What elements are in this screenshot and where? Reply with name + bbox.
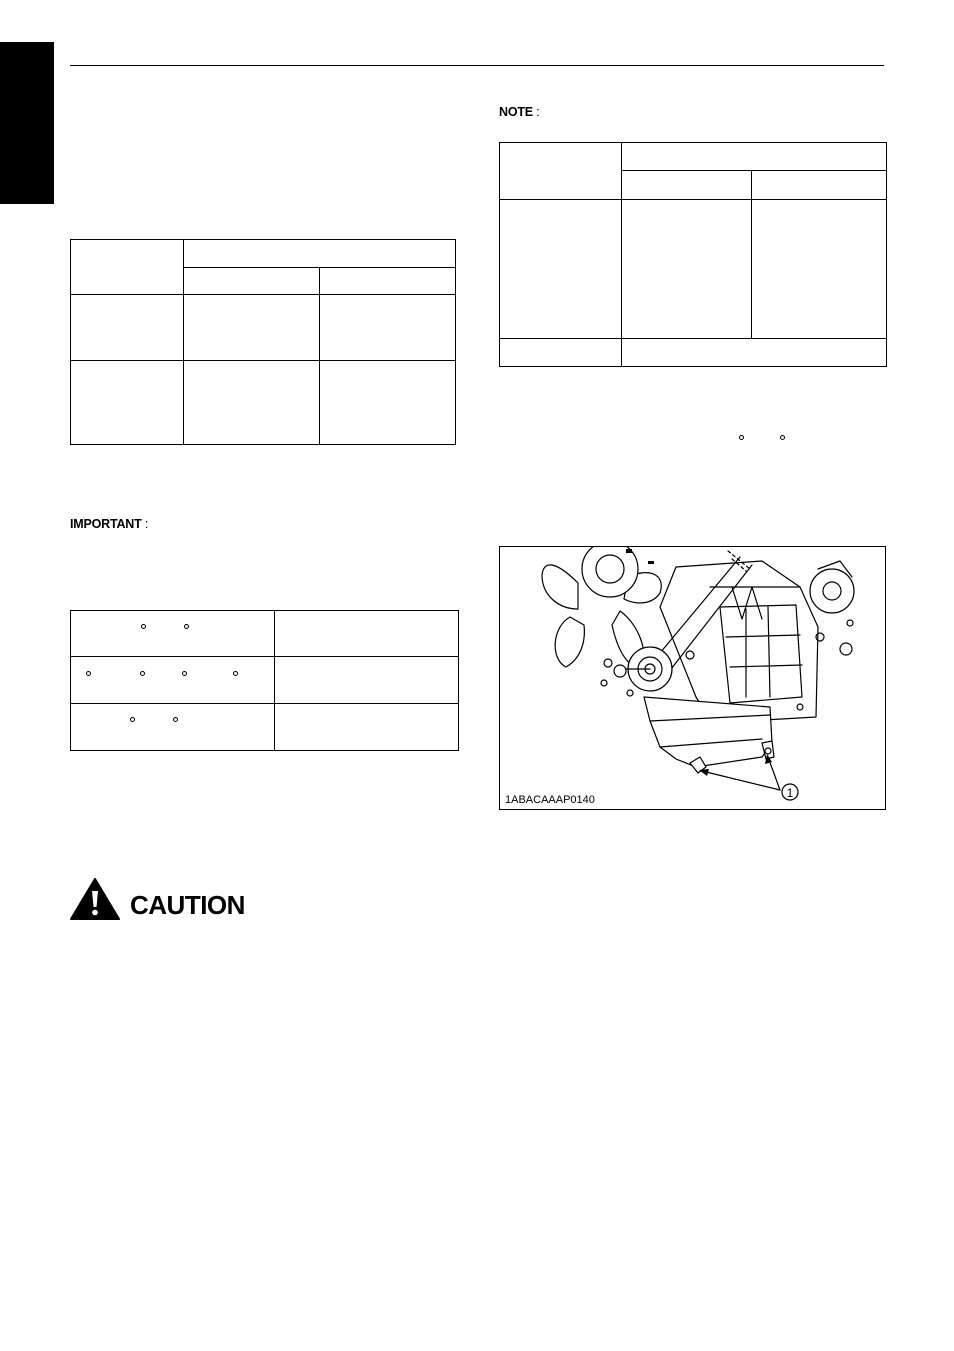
note-label: NOTE : [499,105,540,119]
warning-triangle-icon [70,878,120,920]
degree-sign-icon [739,435,744,440]
caution-word: CAUTION [130,890,245,920]
engine-oil-drain-figure [499,546,886,810]
degree-sign-icon [141,624,146,629]
degree-sign-icon [140,671,145,676]
engine-illustration [500,547,885,809]
degree-sign-icon [173,717,178,722]
degree-sign-icon [182,671,187,676]
degree-sign-icon [130,717,135,722]
figure-code: 1ABACAAAP0140 [505,794,595,806]
degree-sign-icon [780,435,785,440]
important-label: IMPORTANT : [70,517,149,531]
temperature-table [70,610,459,752]
figure-callout-number: 1 [786,786,794,800]
header-rule [70,65,884,66]
degree-sign-icon [233,671,238,676]
degree-sign-icon [184,624,189,629]
spec-table-right [499,142,887,368]
spec-table-left [70,239,456,446]
section-edge-tab [0,42,54,204]
degree-sign-icon [86,671,91,676]
